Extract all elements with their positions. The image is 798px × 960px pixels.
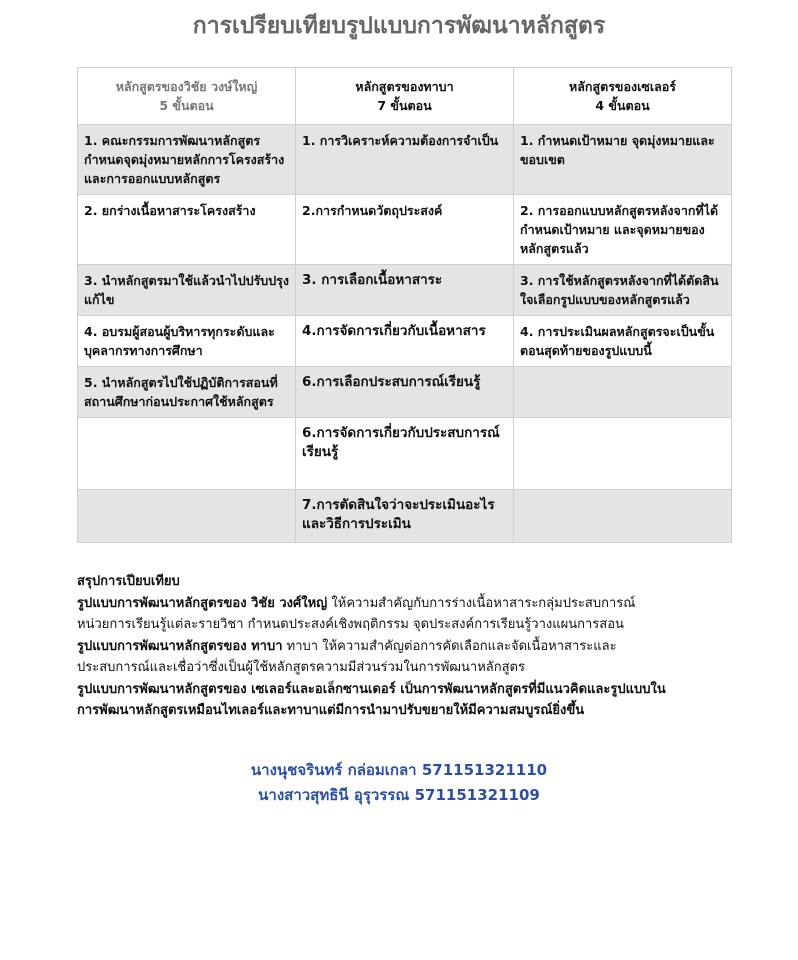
table-cell: 1. คณะกรรมการพัฒนาหลักสูตร กำหนดจุดมุ่งหมายหลักการโครงสร้าง และการออกแบบหลักสูตร [78, 125, 296, 195]
table-header-row [78, 68, 732, 125]
summary-section [77, 571, 737, 722]
table-cell: 6.การจัดการเกี่ยวกับประสบการณ์เรียนรู้ [296, 418, 514, 490]
table-cell: 1. การวิเคราะห์ความต้องการจำเป็น [296, 125, 514, 195]
table-row [78, 195, 732, 265]
summary-p2-bold: รูปแบบการพัฒนาหลักสูตรของ ทาบา [77, 638, 283, 654]
header-name: หลักสูตรของเซเลอร์ [569, 79, 676, 94]
table-cell: 3. การใช้หลักสูตรหลังจากที่ได้ตัดสินใจเลือกรูปแบบของหลักสูตรแล้ว [514, 265, 732, 316]
summary-paragraph-1 [77, 593, 737, 615]
summary-p3-line2: การพัฒนาหลักสูตรเหมือนไทเลอร์และทาบาแต่มีการนำมาปรับขยายให้มีความสมบูรณ์ยิ่งขึ้น [77, 703, 585, 718]
header-steps: 4 ขั้นตอน [595, 98, 650, 113]
table-row [78, 367, 732, 418]
summary-p2-text: ทาบา ให้ความสำคัญต่อการคัดเลือกและจัดเนื้อหาสาระและ [282, 638, 617, 654]
table-cell: 2.การกำหนดวัตถุประสงค์ [296, 195, 514, 265]
table-row [78, 125, 732, 195]
table-cell: 4.การจัดการเกี่ยวกับเนื้อหาสาร [296, 316, 514, 367]
table-row [78, 316, 732, 367]
header-steps: 7 ขั้นตอน [377, 98, 432, 113]
table-row [78, 418, 732, 490]
comparison-table [77, 67, 732, 543]
author-2: นางสาวสุทธินี อุรุวรรณ 571151321109 [258, 786, 540, 804]
summary-p3-line1: รูปแบบการพัฒนาหลักสูตรของ เซเลอร์และอเล็กซานเดอร์ เป็นการพัฒนาหลักสูตรที่มีแนวคิดและรูปแบบใน [77, 681, 666, 697]
summary-p1-bold: รูปแบบการพัฒนาหลักสูตรของ วิชัย วงศ์ใหญ่ [77, 595, 328, 611]
table-row [78, 265, 732, 316]
authors-block [0, 758, 798, 808]
table-cell [78, 490, 296, 543]
table-cell [514, 418, 732, 490]
header-saylor [514, 68, 732, 125]
table-cell: 4. อบรมผู้สอนผู้บริหารทุกระดับและบุคลากรทางการศึกษา [78, 316, 296, 367]
summary-heading: สรุปการเปียบเทียบ [77, 574, 180, 589]
summary-p1-text: ให้ความสำคัญกับการร่างเนื้อหาสาระกลุ่มประสบการณ์ [327, 595, 636, 611]
table-cell: 6.การเลือกประสบการณ์เรียนรู้ [296, 367, 514, 418]
table-cell: 3. การเลือกเนื้อหาสาระ [296, 265, 514, 316]
table-cell [514, 490, 732, 543]
header-steps: 5 ขั้นตอน [159, 98, 214, 113]
table-cell: 7.การตัดสินใจว่าจะประเมินอะไรและวิธีการประเมิน [296, 490, 514, 543]
header-name: หลักสูตรของทาบา [355, 79, 454, 94]
table-cell: 2. ยกร่างเนื้อหาสาระโครงสร้าง [78, 195, 296, 265]
table-cell: 2. การออกแบบหลักสูตรหลังจากที่ได้กำหนดเป้าหมาย และจุดหมายของหลักสูตรแล้ว [514, 195, 732, 265]
table-cell: 4. การประเมินผลหลักสูตรจะเป็นขั้นตอนสุดท้ายของรูปแบบนี้ [514, 316, 732, 367]
summary-p2-line2: ประสบการณ์และเชื่อว่าซึ่งเป็นผู้ใช้หลักสูตรความมีส่วนร่วมในการพัฒนาหลักสูตร [77, 660, 525, 675]
author-1: นางนุชจรินทร์ กล่อมเกลา 571151321110 [250, 761, 548, 779]
header-wichai [78, 68, 296, 125]
table-cell: 5. นำหลักสูตรไปใช้ปฏิบัติการสอนที่สถานศึกษาก่อนประกาศใช้หลักสูตร [78, 367, 296, 418]
page-title: การเปรียบเทียบรูปแบบการพัฒนาหลักสูตร [192, 13, 606, 39]
table-row [78, 490, 732, 543]
table-cell [78, 418, 296, 490]
summary-p1-line2: หน่วยการเรียนรู้แต่ละรายวิชา กำหนดประสงค์เชิงพฤติกรรม จุดประสงค์การเรียนรู้วางแผนการสอน [77, 617, 624, 632]
table-cell: 1. กำหนดเป้าหมาย จุดมุ่งหมายและขอบเขต [514, 125, 732, 195]
table-cell: 3. นำหลักสูตรมาใช้แล้วนำไปปรับปรุงแก้ไข [78, 265, 296, 316]
summary-paragraph-2 [77, 636, 737, 658]
header-taba [296, 68, 514, 125]
table-cell [514, 367, 732, 418]
header-name: หลักสูตรของวิชัย วงษ์ใหญ่ [115, 79, 258, 94]
